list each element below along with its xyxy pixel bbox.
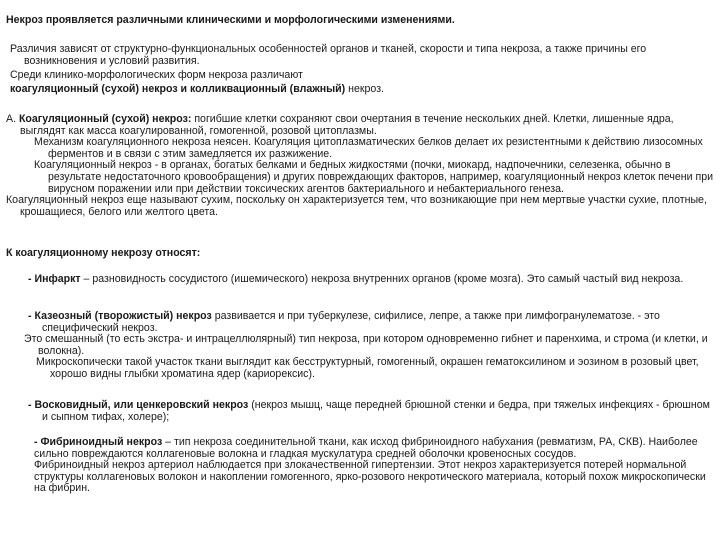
- fibrinoid-item: [34, 437, 714, 495]
- fibrinoid-arterioles: Фибриноидный некроз артериол наблюдается при злокачественной гипертензии. Этот некроз характеризуется потерей нормальной структуры коллагеновых волокон и накоплении гомогенного, ярко-розового некротического материала, который похож микроскопически на фибрин.: [34, 459, 706, 495]
- caseous-micro: Микроскопически такой участок ткани выглядит как бесструктурный, гомогенный, окрашен гематоксилином и эозином в розовый цвет, хорошо видны глыбки хроматина ядер (кариорексис).: [36, 356, 699, 380]
- section-a-lead: [6, 114, 714, 137]
- infarct-item: [28, 274, 712, 286]
- section-a-mechanism: Механизм коагуляционного некроза неясен. Коагуляция цитоплазматических белков делает их резистентными к действию лизосомных ферментов и в связи с этим замедляется их разжижение.: [34, 136, 703, 160]
- section-a: [6, 114, 714, 218]
- section-a-prefix: А.: [6, 113, 19, 125]
- caseous-mixed: Это смешанный (то есть экстра- и интрацеллюлярный) тип некроза, при котором одновременно гибнет и паренхима, и строма (и клетки, и волокна).: [24, 333, 708, 357]
- document-title: Некроз проявляется различными клиническими и морфологическими изменениями.: [6, 14, 455, 26]
- section-a-occurrence: Коагуляционный некроз - в органах, богатых белками и бедных жидкостями (почки, миокард, надпочечники, селезенка, обычно в результате недостаточного кровообращения) и других повреждающих факторов, например, коагуляционный некроз клеток печени при вирусном поражении или при действии токсических агентов бактериального и небактериального генеза.: [34, 159, 714, 195]
- waxy-item: [28, 400, 712, 423]
- types-heading: К коагуляционному некрозу относят:: [6, 247, 201, 259]
- intro-paragraph-2: Среди клинико-морфологических форм некроза различают: [10, 69, 303, 82]
- section-a-dry: Коагуляционный некроз еще называют сухим, поскольку он характеризуется тем, что возникающие при нем мертвые участки сухие, плотные, крошащиеся, белого или желтого цвета.: [6, 194, 707, 218]
- section-a-lead-text: погибшие клетки сохраняют свои очертания в течение нескольких дней. Клетки, лишенные ядра, выглядят как масса коагулированной, гомогенной, розовой цитоплазмы.: [20, 113, 674, 137]
- infarct-term: - Инфаркт: [28, 273, 81, 285]
- section-a-term: Коагуляционный (сухой) некроз:: [18, 113, 192, 125]
- intro-forms-bold: коагуляционный (сухой) некроз и колликвационный (влажный): [10, 82, 346, 95]
- caseous-item: [24, 310, 712, 381]
- infarct-text: – разновидность сосудистого (ишемического) некроза внутренних органов (кроме мозга). Это самый частый вид некроза.: [80, 273, 684, 285]
- fibrinoid-text: – тип некроза соединительной ткани, как исход фибриноидного набухания (ревматизм, РА, СКВ). Наиболее сильно повреждаются коллагеновые волокна и гладкая мускулатура средней оболочки кровеносных сосудов.: [34, 436, 698, 460]
- intro-paragraph-3: [10, 84, 714, 96]
- waxy-term: - Восковидный, или ценкеровский некроз: [28, 399, 249, 411]
- fibrinoid-term: - Фибриноидный некроз: [34, 436, 163, 448]
- intro-block: [10, 44, 714, 95]
- caseous-text: развивается и при туберкулезе, сифилисе, лепре, а также при лимфогранулематозе. - это специфический некроз.: [42, 310, 660, 334]
- waxy-text: (некроз мышц, чаще передней брюшной стенки и бедра, при тяжелых инфекциях - брюшном и сыпном тифах, холере);: [42, 399, 710, 423]
- intro-forms-tail: некроз.: [345, 82, 384, 95]
- intro-paragraph-1: Различия зависят от структурно-функциональных особенностей органов и тканей, скорости и типа некроза, а также причины его возникновения и условий развития.: [10, 43, 647, 67]
- caseous-term: - Казеозный (творожистый) некроз: [28, 310, 212, 322]
